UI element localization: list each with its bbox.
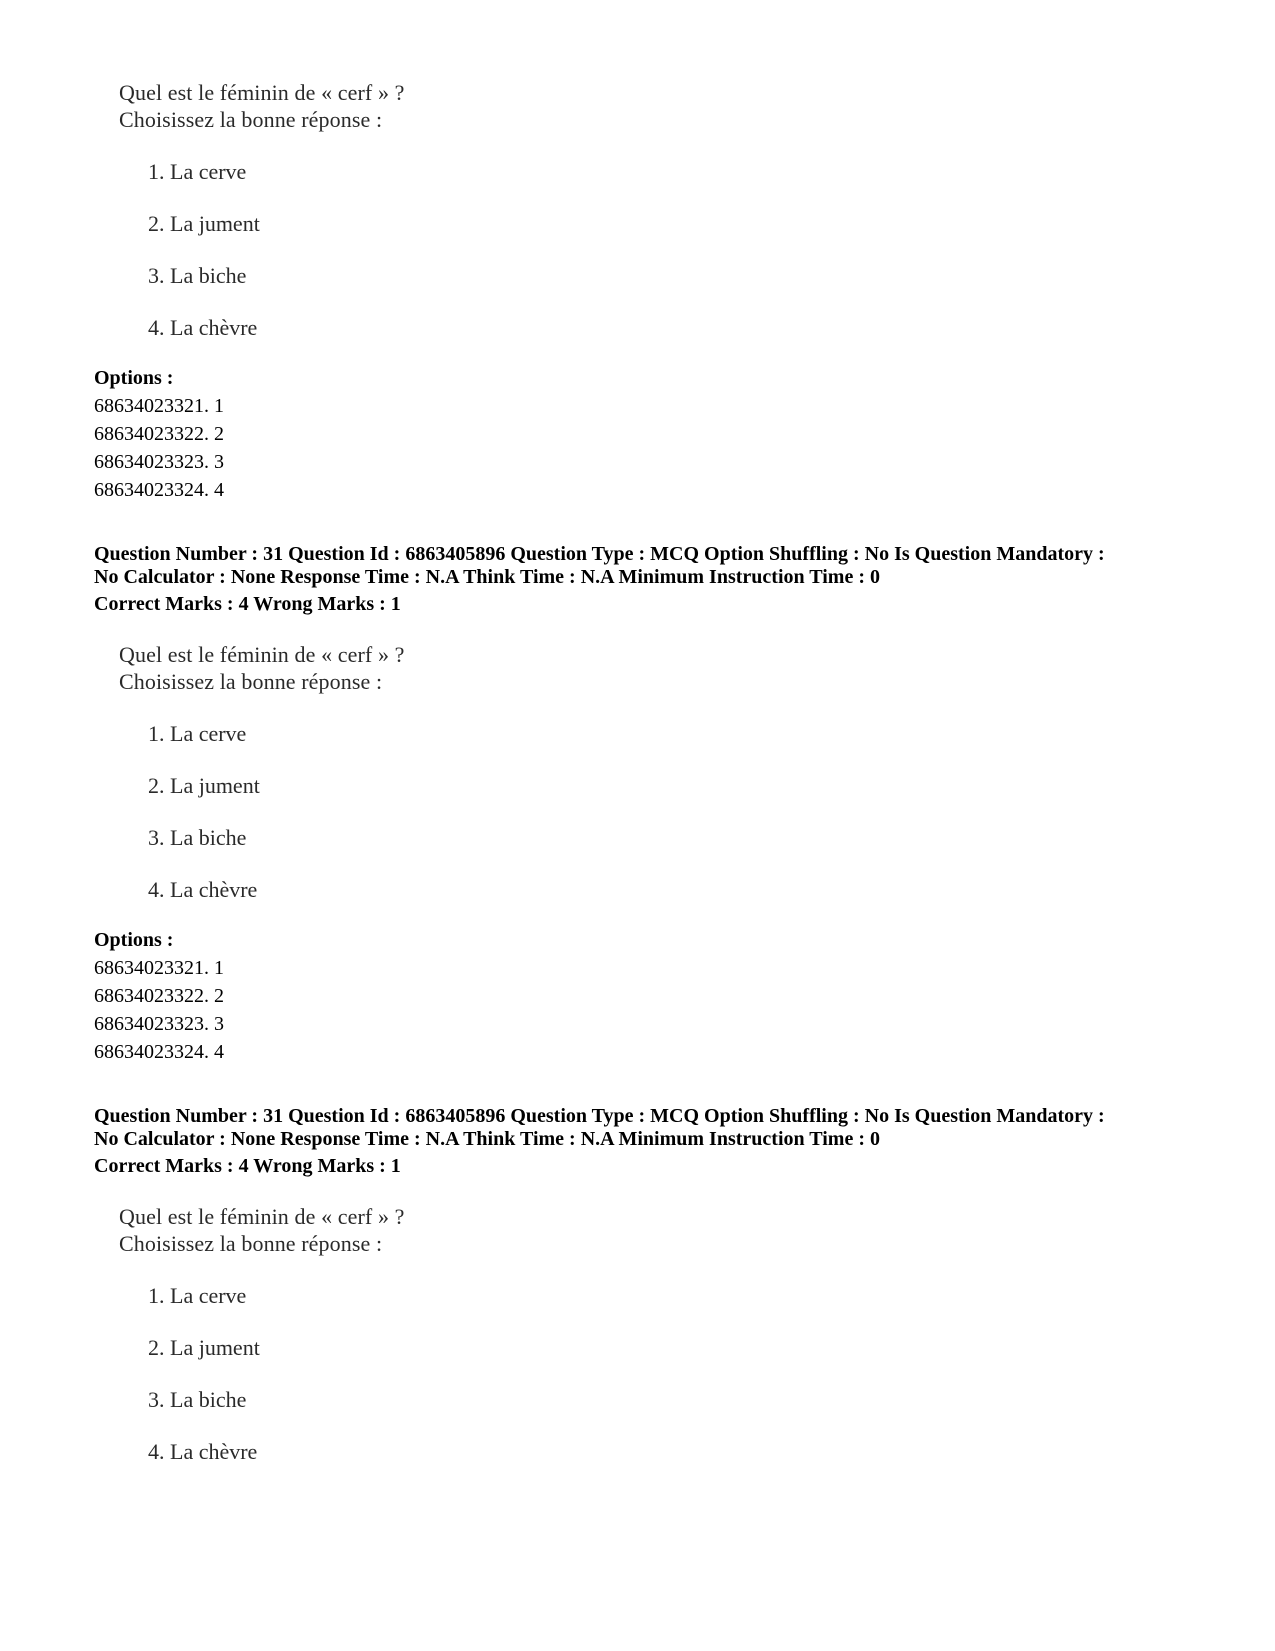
options-heading: Options : (94, 929, 174, 951)
question-text: Quel est le féminin de « cerf » ? (119, 642, 405, 667)
option-id-1: 68634023321. 1 (94, 957, 224, 979)
option-id-2: 68634023322. 2 (94, 423, 224, 445)
question-meta-line1: Question Number : 31 Question Id : 6863405896 Question Type : MCQ Option Shuffling : No Is Question Mandatory : (94, 543, 1105, 565)
choice-2: 2. La jument (148, 211, 260, 236)
question-image (94, 1204, 494, 1464)
choice-1: 1. La cerve (148, 159, 247, 184)
choice-3: 3. La biche (148, 1387, 247, 1412)
question-instruction: Choisissez la bonne réponse : (119, 1231, 383, 1256)
choice-1: 1. La cerve (148, 721, 247, 746)
question-instruction: Choisissez la bonne réponse : (119, 107, 383, 132)
question-marks: Correct Marks : 4 Wrong Marks : 1 (94, 1155, 401, 1177)
question-instruction: Choisissez la bonne réponse : (119, 669, 383, 694)
choice-3: 3. La biche (148, 263, 247, 288)
choice-4: 4. La chèvre (148, 877, 258, 902)
question-image (94, 642, 494, 902)
choice-1: 1. La cerve (148, 1283, 247, 1308)
option-id-1: 68634023321. 1 (94, 395, 224, 417)
question-text: Quel est le féminin de « cerf » ? (119, 80, 405, 105)
option-id-2: 68634023322. 2 (94, 985, 224, 1007)
options-heading: Options : (94, 367, 174, 389)
option-id-3: 68634023323. 3 (94, 451, 224, 473)
option-id-4: 68634023324. 4 (94, 1041, 224, 1063)
question-text: Quel est le féminin de « cerf » ? (119, 1204, 405, 1229)
choice-4: 4. La chèvre (148, 315, 258, 340)
option-id-3: 68634023323. 3 (94, 1013, 224, 1035)
question-image (94, 80, 494, 340)
question-meta-line2: No Calculator : None Response Time : N.A Think Time : N.A Minimum Instruction Time : 0 (94, 566, 880, 588)
question-meta-line2: No Calculator : None Response Time : N.A Think Time : N.A Minimum Instruction Time : 0 (94, 1128, 880, 1150)
option-id-4: 68634023324. 4 (94, 479, 224, 501)
question-marks: Correct Marks : 4 Wrong Marks : 1 (94, 593, 401, 615)
choice-2: 2. La jument (148, 1335, 260, 1360)
question-meta-line1: Question Number : 31 Question Id : 6863405896 Question Type : MCQ Option Shuffling : No Is Question Mandatory : (94, 1105, 1105, 1127)
choice-2: 2. La jument (148, 773, 260, 798)
choice-4: 4. La chèvre (148, 1439, 258, 1464)
choice-3: 3. La biche (148, 825, 247, 850)
